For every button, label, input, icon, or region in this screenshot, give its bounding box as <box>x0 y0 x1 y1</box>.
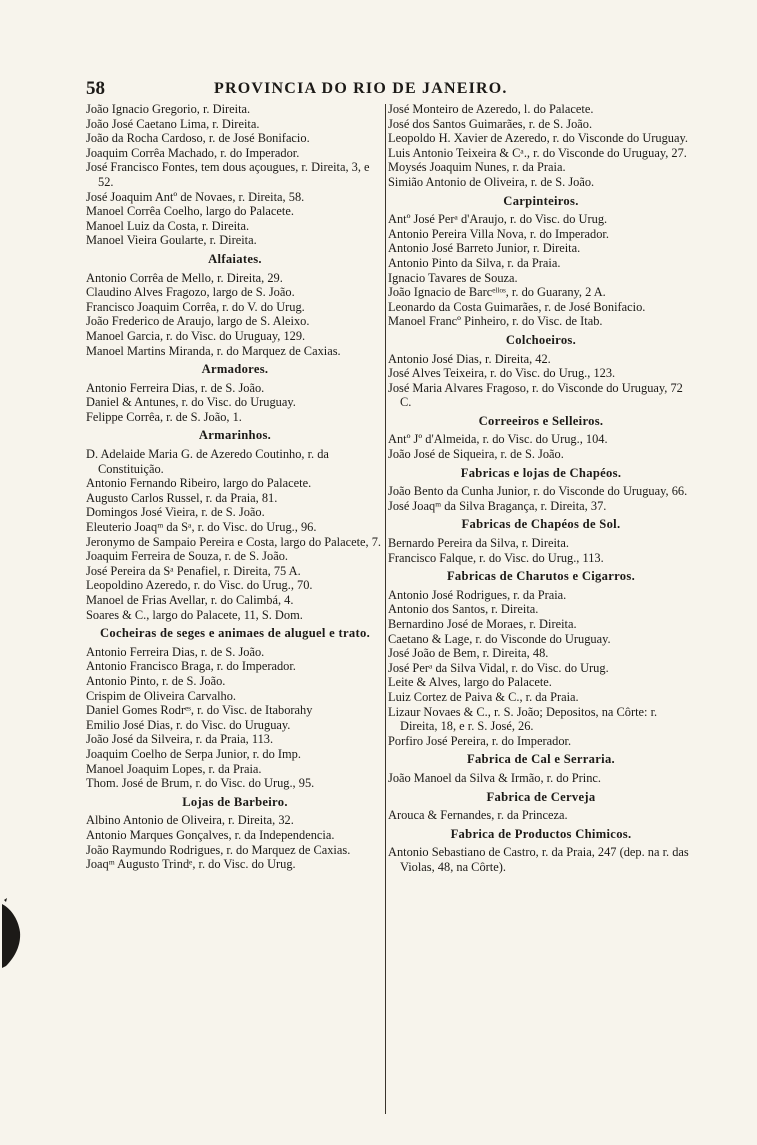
directory-entry: José Perᵃ da Silva Vidal, r. do Visc. do Urug. <box>388 660 609 675</box>
section-heading: Alfaiates. <box>208 251 262 266</box>
directory-entry: Augusto Carlos Russel, r. da Praia, 81. <box>86 490 278 505</box>
directory-entry: Manoel Francº Pinheiro, r. do Visc. de Itab. <box>388 314 603 329</box>
directory-entry: José Francisco Fontes, tem dous açougues, r. Direita, 3, e 52. <box>86 160 370 189</box>
directory-entry: Manoel de Frias Avellar, r. do Calimbá, 4. <box>86 593 294 607</box>
directory-entry: Manoel Martins Miranda, r. do Marquez de Caxias. <box>86 343 341 358</box>
directory-entry: João Frederico de Araujo, largo de S. Aleixo. <box>86 314 310 329</box>
directory-entry: José Monteiro de Azeredo, l. do Palacete. <box>388 102 594 116</box>
directory-entry: Bernardino José de Moraes, r. Direita. <box>388 617 577 631</box>
directory-entry: Jeronymo de Sampaio Pereira e Costa, largo do Palacete, 7. <box>86 534 381 549</box>
directory-entry: Daniel & Antunes, r. do Visc. do Uruguay. <box>86 395 296 410</box>
directory-entry: Domingos José Vieira, r. de S. João. <box>86 505 265 520</box>
directory-entry: Manoel Vieira Goularte, r. Direita. <box>86 233 257 248</box>
directory-entry: Ignacio Tavares de Souza. <box>388 270 518 285</box>
directory-entry: Manoel Joaquim Lopes, r. da Praia. <box>86 761 262 776</box>
directory-entry: Francisco Falque, r. do Visc. do Urug., 113. <box>388 550 604 565</box>
directory-entry: Joaquim Corrêa Machado, r. do Imperador. <box>86 145 300 160</box>
section-heading: Fabrica de Productos Chimicos. <box>450 826 632 841</box>
directory-entry: Antonio José Barreto Junior, r. Direita. <box>388 241 581 256</box>
directory-entry: José João de Bem, r. Direita, 48. <box>388 646 549 661</box>
page-title: PROVINCIA DO RIO DE JANEIRO. <box>214 80 508 97</box>
directory-entry: Antonio Pinto da Silva, r. da Praia. <box>388 255 561 270</box>
section-heading: Lojas de Barbeiro. <box>182 794 288 809</box>
directory-entry: Daniel Gomes Rodrᵉˢ, r. do Visc. de Itaborahy <box>86 703 313 718</box>
directory-entry: Joaquim Coelho de Serpa Junior, r. do Imp. <box>86 746 301 761</box>
directory-entry: Manoel Corrêa Coelho, largo do Palacete. <box>86 204 294 219</box>
directory-entry: Caetano & Lage, r. do Visconde do Uruguay. <box>388 631 611 646</box>
directory-entry: Joaqᵐ Augusto Trindᵉ, r. do Visc. do Urug. <box>86 857 296 872</box>
directory-entry: João Manoel da Silva & Irmão, r. do Princ. <box>388 770 602 785</box>
directory-entry: José Pereira da Sᵃ Penafiel, r. Direita, 75 A. <box>86 563 301 578</box>
directory-entry: Emilio José Dias, r. do Visc. do Uruguay. <box>86 717 291 732</box>
directory-entry: João Ignacio Gregorio, r. Direita. <box>86 102 251 116</box>
section-heading: Fabricas e lojas de Chapéos. <box>460 465 622 480</box>
directory-entry: Arouca & Fernandes, r. da Princeza. <box>388 808 568 823</box>
directory-entry: Francisco Joaquim Corrêa, r. do V. do Urug. <box>86 299 305 314</box>
directory-entry: Crispim de Oliveira Carvalho. <box>86 688 237 703</box>
directory-entry: Leonardo da Costa Guimarães, r. de José Bonifacio. <box>388 299 646 314</box>
directory-entry: José dos Santos Guimarães, r. de S. João. <box>388 116 593 131</box>
directory-entry: Manoel Luiz da Costa, r. Direita. <box>86 218 250 233</box>
directory-entry: João José de Siqueira, r. de S. João. <box>388 447 564 462</box>
directory-entry: Claudino Alves Fragozo, largo de S. João. <box>86 285 295 300</box>
directory-entry: José Alves Teixeira, r. do Visc. do Urug., 123. <box>388 366 616 381</box>
directory-entry: Leite & Alves, largo do Palacete. <box>388 675 552 690</box>
directory-entry: Antonio dos Santos, r. Direita. <box>388 602 539 617</box>
section-heading: Cocheiras de seges e animaes de aluguel e trato. <box>99 626 371 641</box>
directory-entry: D. Adelaide Maria G. de Azeredo Coutinho, r. da Constituição. <box>86 447 329 476</box>
directory-entry: Antonio Fernando Ribeiro, largo do Palacete. <box>86 476 312 491</box>
directory-entry: Felippe Corrêa, r. de S. João, 1. <box>86 409 242 424</box>
directory-entry: João Bento da Cunha Junior, r. do Visconde do Uruguay, 66. <box>388 484 688 499</box>
directory-entry: José Joaqᵐ da Silva Bragança, r. Direita, 37. <box>388 498 607 513</box>
directory-entry: Eleuterio Joaqᵐ da Sᵃ, r. do Visc. do Urug., 96. <box>86 520 317 535</box>
directory-entry: Antº José Perᵃ d'Araujo, r. do Visc. do Urug. <box>388 212 608 227</box>
section-heading: Colchoeiros. <box>505 332 577 347</box>
section-heading: Fabrica de Cal e Serraria. <box>466 752 616 767</box>
directory-entry: Bernardo Pereira da Silva, r. Direita. <box>388 536 569 551</box>
directory-entry: Antonio Ferreira Dias, r. de S. João. <box>86 380 265 395</box>
directory-entry: João Ignacio de Barcᵉˡˡᵒˢ, r. do Guarany, 2 A. <box>388 285 606 300</box>
directory-entry: Antonio Pinto, r. de S. João. <box>86 673 226 688</box>
directory-entry: Thom. José de Brum, r. do Visc. do Urug., 95. <box>86 776 315 791</box>
directory-entry: Joaquim Ferreira de Souza, r. de S. João. <box>86 549 288 564</box>
directory-entry: Antonio Ferreira Dias, r. de S. João. <box>86 644 265 659</box>
directory-entry: Moysés Joaquim Nunes, r. da Praia. <box>388 160 566 175</box>
left-column <box>86 102 384 872</box>
directory-entry: João da Rocha Cardoso, r. de José Bonifacio. <box>86 131 310 146</box>
section-heading: Fabrica de Cerveja <box>486 789 596 804</box>
directory-entry: Antº Jº d'Almeida, r. do Visc. do Urug., 104. <box>388 432 608 447</box>
directory-entry: Leopoldino Azeredo, r. do Visc. do Urug., 70. <box>86 578 313 593</box>
right-column <box>388 102 694 875</box>
directory-entry: Albino Antonio de Oliveira, r. Direita, 32. <box>86 813 294 828</box>
directory-entry: Antonio Marques Gonçalves, r. da Independencia. <box>86 827 335 842</box>
section-heading: Armarinhos. <box>198 428 272 443</box>
page-header <box>86 78 686 100</box>
directory-entry: Luiz Cortez de Paiva & C., r. da Praia. <box>388 689 579 704</box>
section-heading: Armadores. <box>201 362 269 377</box>
directory-entry: José Joaquim Antº de Novaes, r. Direita, 58. <box>86 189 305 204</box>
directory-entry: Manoel Garcia, r. do Visc. do Uruguay, 129. <box>86 328 306 343</box>
directory-entry: Antonio José Dias, r. Direita, 42. <box>388 351 551 366</box>
directory-entry: José Maria Alvares Fragoso, r. do Visconde do Uruguay, 72 C. <box>388 380 683 410</box>
directory-entry: João Raymundo Rodrigues, r. do Marquez de Caxias. <box>86 842 351 857</box>
ink-blot-mark <box>0 898 22 970</box>
directory-entry: Leopoldo H. Xavier de Azeredo, r. do Visconde do Uruguay. <box>388 131 688 146</box>
directory-entry: Antonio Francisco Braga, r. do Imperador. <box>86 659 296 674</box>
column-divider <box>385 104 386 1114</box>
directory-entry: Soares & C., largo do Palacete, 11, S. Dom. <box>86 607 303 622</box>
section-heading: Fabricas de Chapéos de Sol. <box>461 517 621 532</box>
directory-entry: Luis Antonio Teixeira & Cᵃ., r. do Visconde do Uruguay, 27. <box>388 145 687 160</box>
directory-entry: Antonio José Rodrigues, r. da Praia. <box>388 587 567 602</box>
directory-entry: Simião Antonio de Oliveira, r. de S. João. <box>388 174 595 189</box>
directory-entry: João José Caetano Lima, r. Direita. <box>86 116 260 131</box>
directory-entry: Porfiro José Pereira, r. do Imperador. <box>388 733 572 748</box>
section-heading: Correeiros e Selleiros. <box>478 413 604 428</box>
section-heading: Fabricas de Charutos e Cigarros. <box>446 569 636 584</box>
directory-entry: Antonio Pereira Villa Nova, r. do Imperador. <box>388 226 609 241</box>
section-heading: Carpinteiros. <box>503 193 579 208</box>
directory-entry: Antonio Corrêa de Mello, r. Direita, 29. <box>86 270 283 285</box>
directory-entry: João José da Silveira, r. da Praia, 113. <box>86 732 274 747</box>
page-number: 58 <box>86 78 105 99</box>
directory-entry: Lizaur Novaes & C., r. S. João; Depositos, na Côrte: r. Direita, 18, e r. S. José, 26. <box>388 704 658 734</box>
directory-entry: Antonio Sebastiano de Castro, r. da Praia, 247 (dep. na r. das Violas, 48, na Côrte). <box>388 845 689 874</box>
